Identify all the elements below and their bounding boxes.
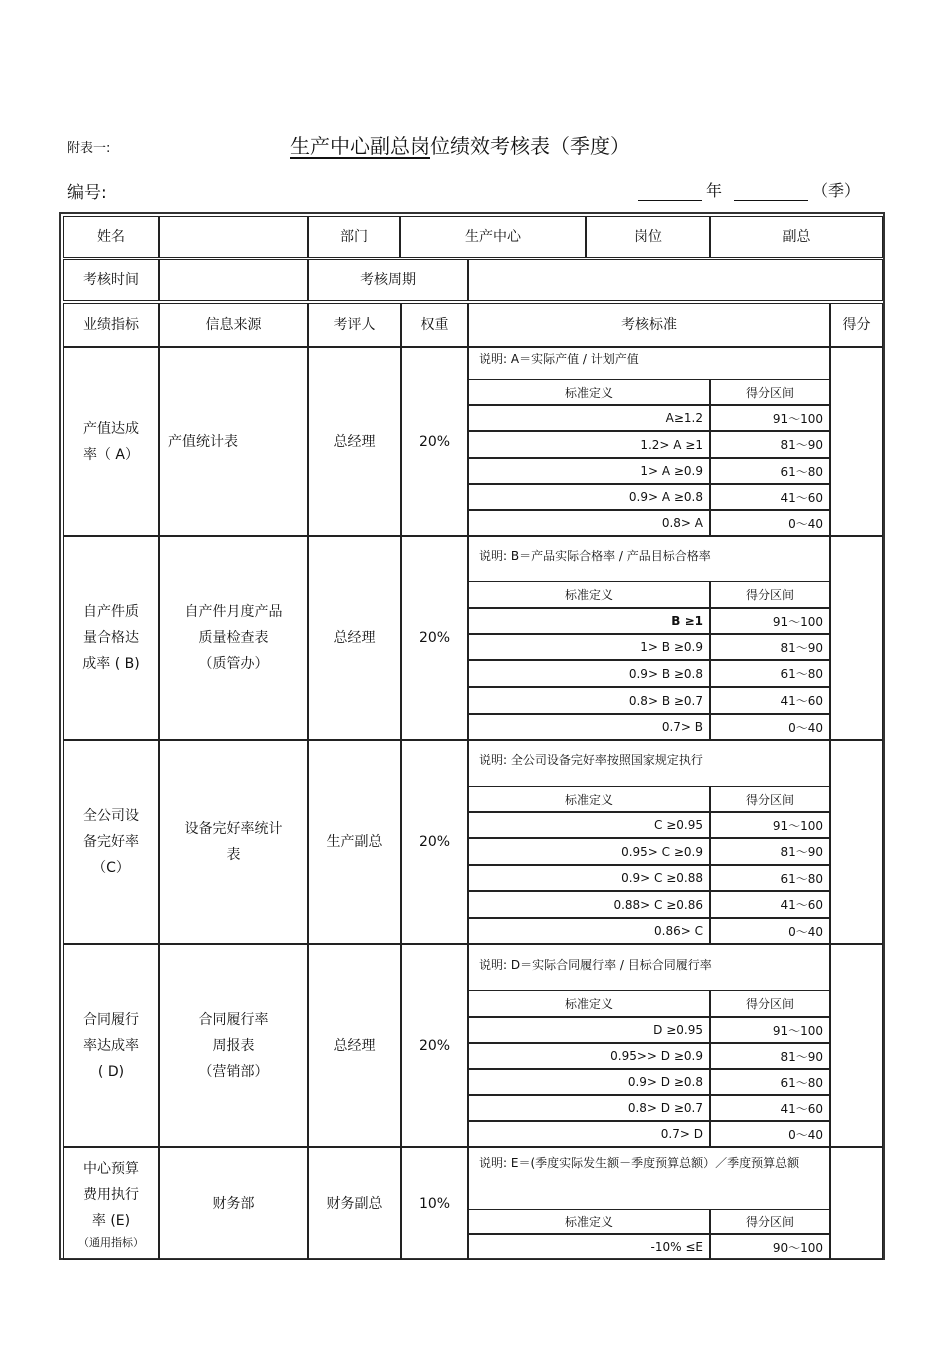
- source-e: 财务部: [159, 1147, 308, 1260]
- indicator-a-line1: 产值达成: [83, 420, 139, 437]
- sub-def-c: 标准定义: [468, 786, 710, 812]
- b-def-4: 0.7> B: [468, 714, 710, 740]
- indicator-b-line2: 量合格达: [83, 630, 139, 646]
- post-label: 岗位: [586, 216, 710, 258]
- sub-range-b: 得分区间: [710, 581, 830, 608]
- c-def-4: 0.86> C: [468, 918, 710, 944]
- score-c[interactable]: [830, 740, 883, 944]
- d-def-3: 0.8> D ≥0.7: [468, 1095, 710, 1121]
- weight-d: 20%: [401, 944, 468, 1147]
- col-standard: 考核标准: [468, 303, 830, 347]
- indicator-e: [63, 1147, 159, 1260]
- note-a: 说明: A＝实际产值 / 计划产值: [479, 352, 639, 366]
- source-c-line2: 表: [226, 847, 241, 863]
- note-d: 说明: D＝实际合同履行率 / 目标合同履行率: [479, 958, 712, 972]
- score-a[interactable]: [830, 347, 883, 536]
- indicator-c-line1: 全公司设: [83, 808, 139, 824]
- c-range-1: 81～90: [710, 838, 830, 865]
- title-rest: 位绩效考核表（季度）: [430, 134, 630, 158]
- quarter-blank[interactable]: [734, 186, 808, 201]
- dept-label: 部门: [308, 216, 400, 258]
- time-value[interactable]: [159, 259, 308, 301]
- c-range-4: 0～40: [710, 918, 830, 944]
- a-range-4: 0～40: [710, 510, 830, 536]
- sub-range-c: 得分区间: [710, 786, 830, 812]
- indicator-c-line2: 备完好率: [83, 834, 139, 850]
- c-def-0: C ≥0.95: [468, 812, 710, 838]
- d-range-4: 0～40: [710, 1121, 830, 1147]
- weight-b: 20%: [401, 536, 468, 740]
- source-a: 产值统计表: [159, 347, 308, 536]
- period-label: 考核周期: [308, 259, 468, 301]
- sub-range-a: 得分区间: [710, 379, 830, 405]
- weight-a: 20%: [401, 347, 468, 536]
- col-indicator: 业绩指标: [63, 303, 159, 347]
- indicator-e-line3: 率 (E): [91, 1212, 131, 1229]
- source-b: [159, 536, 308, 740]
- sub-def-b: 标准定义: [468, 581, 710, 608]
- evaluator-c: 生产副总: [308, 740, 401, 944]
- source-d: [159, 944, 308, 1147]
- year-label: 年: [706, 181, 723, 200]
- sub-def-d: 标准定义: [468, 990, 710, 1017]
- indicator-b-line1: 自产件质: [83, 604, 139, 620]
- e-def-0: -10% ≤E: [468, 1234, 710, 1260]
- quarter-label: （季）: [812, 181, 861, 200]
- weight-c: 20%: [401, 740, 468, 944]
- source-c: [159, 740, 308, 944]
- col-evaluator: 考评人: [308, 303, 401, 347]
- d-def-0: D ≥0.95: [468, 1017, 710, 1043]
- page-title: [290, 130, 630, 159]
- score-b[interactable]: [830, 536, 883, 740]
- evaluator-a: 总经理: [308, 347, 401, 536]
- indicator-d-line2: 率达成率: [83, 1037, 139, 1054]
- d-def-1: 0.95>> D ≥0.9: [468, 1043, 710, 1069]
- b-range-4: 0～40: [710, 714, 830, 740]
- source-b-line3: （质管办）: [198, 656, 269, 672]
- sub-range-e: 得分区间: [710, 1209, 830, 1234]
- indicator-d-line1: 合同履行: [83, 1011, 139, 1028]
- col-weight: 权重: [401, 303, 468, 347]
- indicator-b: [63, 536, 159, 740]
- post-value: 副总: [710, 216, 883, 258]
- b-range-1: 81～90: [710, 634, 830, 660]
- d-def-2: 0.9> D ≥0.8: [468, 1069, 710, 1095]
- b-def-3: 0.8> B ≥0.7: [468, 687, 710, 714]
- indicator-d-line3: ( D): [97, 1063, 125, 1080]
- indicator-e-line2: 费用执行: [83, 1186, 139, 1203]
- evaluator-b: 总经理: [308, 536, 401, 740]
- note-e: 说明: E＝(季度实际发生额－季度预算总额）／季度预算总额: [479, 1156, 800, 1170]
- code-label: 编号:: [67, 183, 107, 203]
- b-range-3: 41～60: [710, 687, 830, 714]
- a-def-1: 1.2> A ≥1: [468, 431, 710, 458]
- indicator-c-line3: （C）: [92, 860, 130, 876]
- name-value[interactable]: [159, 216, 308, 258]
- indicator-e-note: （通用指标）: [78, 1235, 144, 1249]
- a-def-3: 0.9> A ≥0.8: [468, 484, 710, 510]
- b-range-0: 91～100: [710, 608, 830, 634]
- d-range-3: 41～60: [710, 1095, 830, 1121]
- indicator-a-line2: 率（ A）: [82, 446, 140, 463]
- d-range-0: 91～100: [710, 1017, 830, 1043]
- sub-def-a: 标准定义: [468, 379, 710, 405]
- a-range-1: 81～90: [710, 431, 830, 458]
- a-range-2: 61～80: [710, 458, 830, 484]
- note-c: 说明: 全公司设备完好率按照国家规定执行: [479, 753, 703, 767]
- col-score: 得分: [830, 303, 883, 347]
- col-source: 信息来源: [159, 303, 308, 347]
- dept-value: 生产中心: [400, 216, 586, 258]
- sub-def-e: 标准定义: [468, 1209, 710, 1234]
- c-def-2: 0.9> C ≥0.88: [468, 865, 710, 891]
- a-range-3: 41～60: [710, 484, 830, 510]
- source-d-line2: 周报表: [212, 1037, 255, 1054]
- year-quarter-line: [638, 178, 864, 201]
- time-label: 考核时间: [63, 259, 159, 301]
- score-d[interactable]: [830, 944, 883, 1147]
- a-def-0: A≥1.2: [468, 405, 710, 431]
- source-d-line3: （营销部）: [198, 1063, 269, 1080]
- c-range-0: 91～100: [710, 812, 830, 838]
- evaluator-d: 总经理: [308, 944, 401, 1147]
- c-def-1: 0.95> C ≥0.9: [468, 838, 710, 865]
- c-range-3: 41～60: [710, 891, 830, 918]
- indicator-d: [63, 944, 159, 1147]
- source-b-line1: 自产件月度产品: [184, 604, 283, 620]
- name-label: 姓名: [63, 216, 159, 258]
- year-blank[interactable]: [638, 186, 702, 201]
- source-c-line1: 设备完好率统计: [184, 821, 283, 837]
- note-b: 说明: B＝产品实际合格率 / 产品目标合格率: [479, 549, 711, 563]
- e-range-0: 90～100: [710, 1234, 830, 1260]
- d-def-4: 0.7> D: [468, 1121, 710, 1147]
- source-b-line2: 质量检查表: [198, 630, 269, 646]
- assessment-table: [59, 212, 885, 1260]
- b-range-2: 61～80: [710, 660, 830, 687]
- a-def-2: 1> A ≥0.9: [468, 458, 710, 484]
- score-e[interactable]: [830, 1147, 883, 1260]
- indicator-e-line1: 中心预算: [83, 1160, 139, 1177]
- d-range-1: 81～90: [710, 1043, 830, 1069]
- c-range-2: 61～80: [710, 865, 830, 891]
- a-def-4: 0.8> A: [468, 510, 710, 536]
- sub-range-d: 得分区间: [710, 990, 830, 1017]
- indicator-c: [63, 740, 159, 944]
- a-range-0: 91～100: [710, 405, 830, 431]
- indicator-b-line3: 成率 ( B): [82, 656, 140, 672]
- indicator-a: [63, 347, 159, 536]
- title-underlined: 生产中心副总岗: [290, 134, 430, 158]
- c-def-3: 0.88> C ≥0.86: [468, 891, 710, 918]
- source-d-line1: 合同履行率: [198, 1011, 269, 1028]
- d-range-2: 61～80: [710, 1069, 830, 1095]
- b-def-1: 1> B ≥0.9: [468, 634, 710, 660]
- attachment-label: 附表一:: [67, 141, 111, 156]
- weight-e: 10%: [401, 1147, 468, 1260]
- b-def-2: 0.9> B ≥0.8: [468, 660, 710, 687]
- evaluator-e: 财务副总: [308, 1147, 401, 1260]
- b-def-0: B ≥1: [468, 608, 710, 634]
- period-value[interactable]: [468, 259, 883, 301]
